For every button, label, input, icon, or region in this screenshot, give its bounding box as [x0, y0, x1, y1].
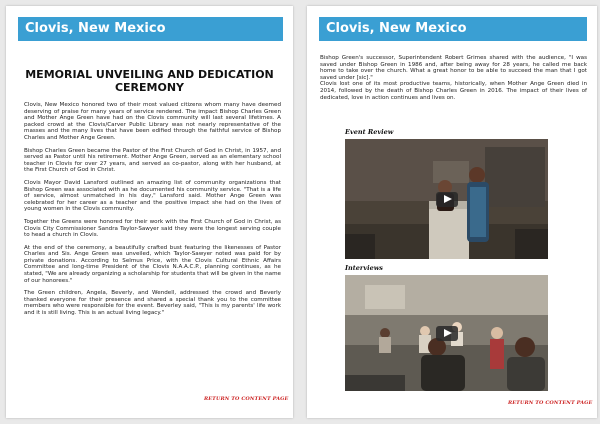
interviews-label: Interviews	[345, 264, 383, 272]
interviews-play-button[interactable]	[436, 326, 458, 341]
paragraph: Bishop Green's successor, Superintendent Robert Grimes shared with the audience, "I was saved under Bishop Green in 1986 and, after being away for 28 years, he called me back home to take over the church. What a great honor to be able to succeed the man that I got saved under [sic]."	[320, 55, 587, 81]
article-body	[24, 102, 281, 323]
return-to-content-link[interactable]: RETURN TO CONTENT PAGE	[204, 396, 289, 402]
right-page	[307, 6, 597, 418]
paragraph: Together the Greens were honored for their work with the First Church of God in Christ, as Clovis City Commissioner Sandra Taylor-Sawyer said they were the longest serving couple to head a church in Clovis.	[24, 218, 281, 239]
headline-line-1: MEMORIAL UNVEILING AND DEDICATION	[25, 68, 274, 81]
event-review-label: Event Review	[345, 128, 394, 136]
paragraph: At the end of the ceremony, a beautifully crafted bust featuring the likenesses of Pastor Charles and Sis. Ange Green was unveiled, which Taylor-Sawyer noted was paid for by private donations. According to Selmus Price, with the Clovis Cultural Ethnic Affairs Committee and long-time President of the Clovis N.A.A.C.P., planning continues, as he stated, "We are already organizing a scholarship for students that will be given in the name of our honorees."	[24, 244, 281, 284]
paragraph: Clovis, New Mexico honored two of their most valued citizens whom many have deemed deserving of praise for many years of service rendered. The impact Bishop Charles Green and Mother Ange Green have had on the Clovis community will last several lifetimes. A packed crowd at the Clovis/Carver Public Library was not nearly representative of the masses and the many lives that have been edified through the faithful service of Bishop Charles and Mother Ange Green.	[24, 102, 281, 141]
paragraph: Clovis Mayor David Lansford outlined an amazing list of community organizations that Bishop Green was associated with as he documented his community service. "That is a life of service, almost unmatched in his day," Lansford said. Mother Ange Green was celebrated for her career as a teacher and the positive impact she had on the lives of young women in the Clovis community.	[24, 179, 281, 213]
headline-line-2: CEREMONY	[114, 81, 185, 94]
paragraph: The Green children, Angela, Beverly, and Wendell, addressed the crowd and Beverly thanked everyone for their presence and shared a special thank you to the committee members who were responsible for the event. Beverley said, "This is my parents' life work and it is still living. This is an actual living legacy."	[24, 290, 281, 317]
event-review-play-button[interactable]	[436, 192, 458, 207]
event-review-video[interactable]	[345, 139, 548, 259]
article-headline	[20, 68, 279, 94]
paragraph: Bishop Charles Green became the Pastor of the First Church of God in Christ, in 1957, and served as Pastor until his retirement. Mother Ange Green, served as an elementary school teacher in Clovis for over 27 years, and served as co-pastor, along with her husband, at the First Church of God in Christ.	[24, 147, 281, 174]
left-page	[6, 6, 293, 418]
left-page-banner: Clovis, New Mexico	[18, 17, 283, 41]
interviews-video[interactable]	[345, 275, 548, 391]
paragraph: Clovis lost one of its most productive teams, historically, when Mother Ange Green died in 2014, followed by the death of Bishop Charles Green in 2016. The impact of their lives of dedicated, love in action continues and lives on.	[320, 81, 587, 101]
continued-body	[320, 55, 587, 101]
right-page-banner: Clovis, New Mexico	[319, 17, 587, 41]
return-to-content-link[interactable]: RETURN TO CONTENT PAGE	[508, 400, 593, 406]
